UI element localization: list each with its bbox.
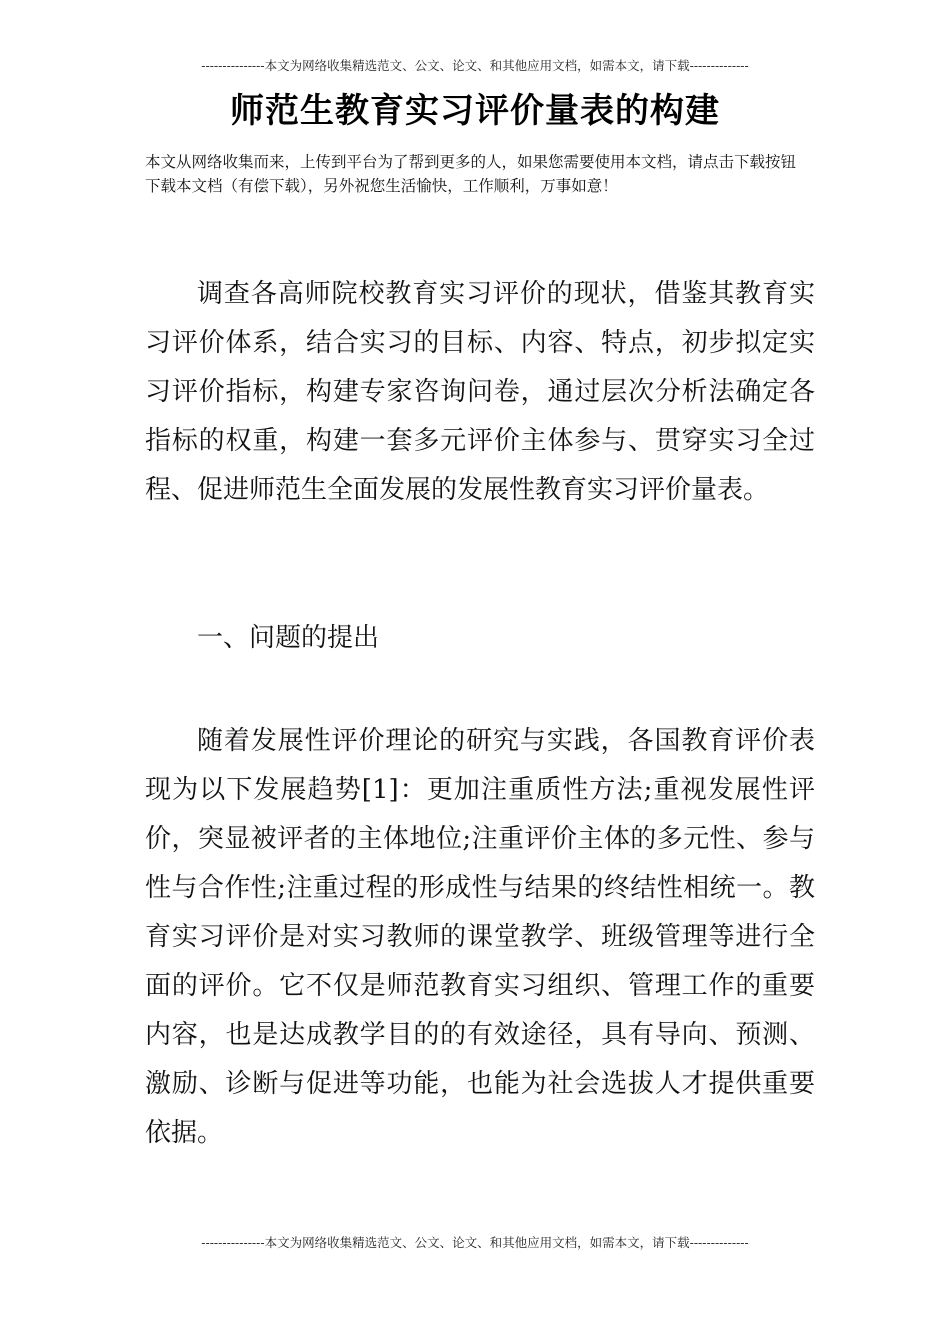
- download-notice: 本文从网络收集而来，上传到平台为了帮到更多的人，如果您需要使用本文档，请点击下载按钮下载本文档（有偿下载），另外祝您生活愉快，工作顺利，万事如意！: [145, 153, 797, 195]
- section-heading: 一、问题的提出: [197, 623, 380, 653]
- document-title: 师范生教育实习评价量表的构建: [230, 91, 720, 131]
- body-paragraph: 随着发展性评价理论的研究与实践，各国教育评价表现为以下发展趋势[1]：更加注重质性方法;重视发展性评价，突显被评者的主体地位;注重评价主体的多元性、参与性与合作性;注重过程的形成性与结果的终结性相统一。教育实习评价是对实习教师的课堂教学、班级管理等进行全面的评价。它不仅是师范教育实习组织、管理工作的重要内容，也是达成教学目的的有效途径，具有导向、预测、激励、诊断与促进等功能，也能为社会选拔人才提供重要依据。: [145, 726, 815, 1148]
- footer-banner: ---------------本文为网络收集精选范文、公文、论文、和其他应用文档，如需本文，请下载--------------: [201, 1235, 749, 1250]
- abstract-paragraph: 调查各高师院校教育实习评价的现状，借鉴其教育实习评价体系，结合实习的目标、内容、特点，初步拟定实习评价指标，构建专家咨询问卷，通过层次分析法确定各指标的权重，构建一套多元评价主体参与、贯穿实习全过程、促进师范生全面发展的发展性教育实习评价量表。: [145, 279, 815, 505]
- header-banner: ---------------本文为网络收集精选范文、公文、论文、和其他应用文档，如需本文，请下载--------------: [201, 58, 749, 73]
